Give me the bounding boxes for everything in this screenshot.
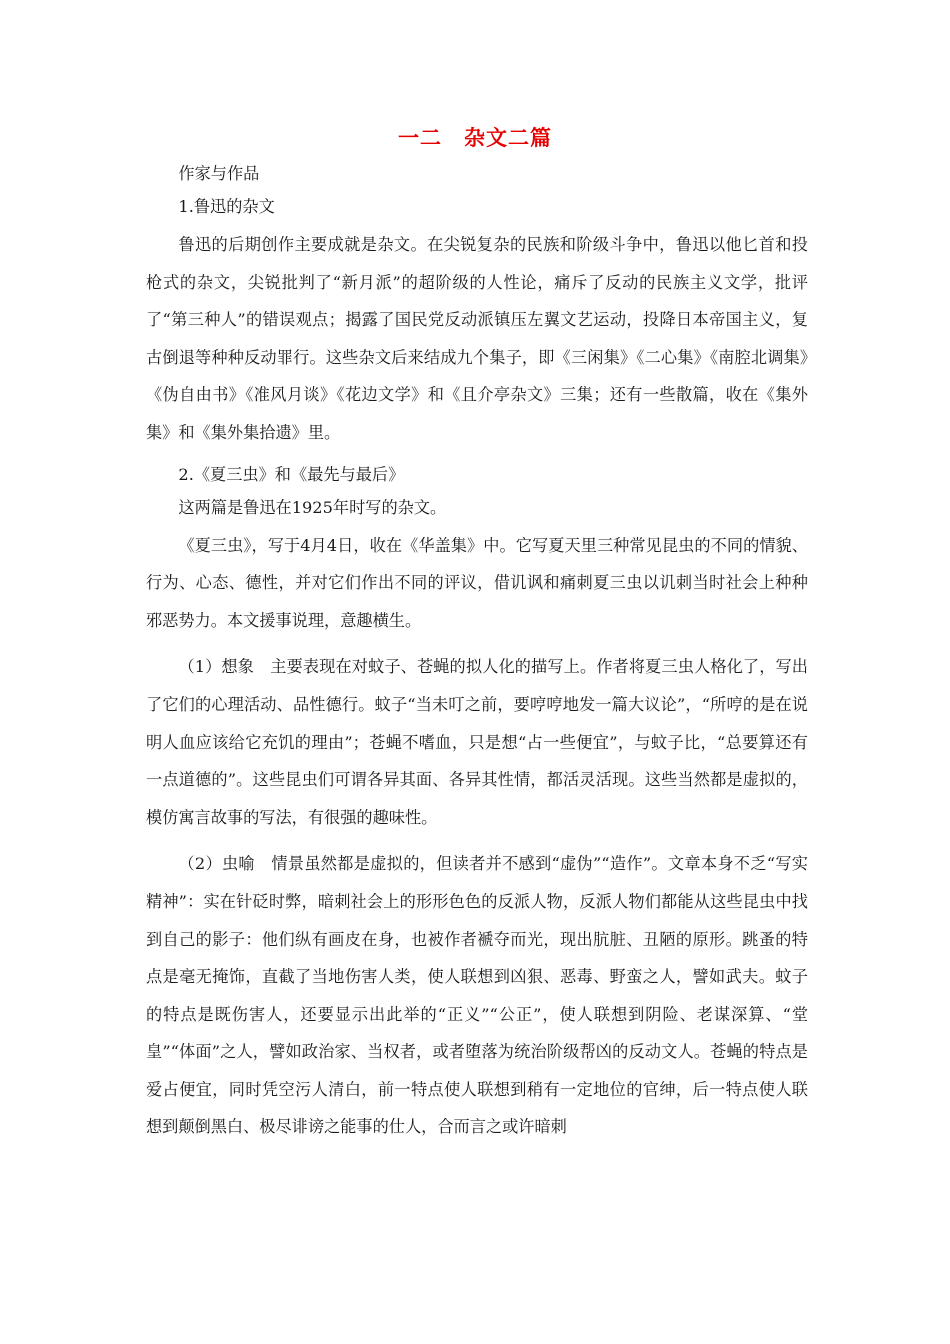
page-title: 一二 杂文二篇 — [398, 126, 552, 150]
paragraph-insect-metaphor: （2）虫喻 情景虽然都是虚拟的，但读者并不感到“虚伪”“造作”。文章本身不乏“写实精神”：实在针砭时弊，暗刺社会上的形形色色的反派人物，反派人物们都能从这些昆虫中找到自己的影子：他们纵有画皮在身，也被作者褫夺而光，现出肮脏、丑陋的原形。跳蚤的特点是毫无掩饰，直截了当地伤害人类，使人联想到凶狠、恶毒、野蛮之人，譬如武夫。蚊子的特点是既伤害人，还要显示出此举的“正义”“公正”，使人联想到阴险、老谋深算、“堂皇”“体面”之人，譬如政治家、当权者，或者堕落为统治阶级帮凶的反动文人。苍蝇的特点是爱占便宜，同时凭空污人清白，前一特点使人联想到稍有一定地位的官绅，后一特点使人联想到颠倒黑白、极尽诽谤之能事的仕人，合而言之或许暗刺 — [146, 854, 808, 1137]
section-heading: 作家与作品 — [178, 164, 260, 183]
document-body — [146, 160, 808, 1155]
sub-heading-two-essays: 2.《夏三虫》和《最先与最后》 — [178, 464, 405, 484]
paragraph-summer-insects: 《夏三虫》，写于4月4日，收在《华盖集》中。它写夏天里三种常见昆虫的不同的情貌、行为、心态、德性，并对它们作出不同的评议，借讥讽和痛刺夏三虫以讥刺当时社会上种种邪恶势力。本文援事说理，意趣横生。 — [146, 535, 808, 630]
paragraph-1925: 这两篇是鲁迅在1925年时写的杂文。 — [178, 497, 447, 517]
paragraph-imagination: （1）想象 主要表现在对蚊子、苍蝇的拟人化的描写上。作者将夏三虫人格化了，写出了它们的心理活动、品性德行。蚊子“当未叮之前，要哼哼地发一篇大议论”，“所哼的是在说明人血应该给它充饥的理由”；苍蝇不嗜血，只是想“占一些便宜”，与蚊子比，“总要算还有一点道德的”。这些昆虫们可谓各异其面、各异其性情，都活灵活现。这些当然都是虚拟的，模仿寓言故事的写法，有很强的趣味性。 — [146, 657, 808, 827]
paragraph-lu-xun-essays: 鲁迅的后期创作主要成就是杂文。在尖锐复杂的民族和阶级斗争中，鲁迅以他匕首和投枪式的杂文，尖锐批判了“新月派”的超阶级的人性论，痛斥了反动的民族主义文学，批评了“第三种人”的错误观点；揭露了国民党反动派镇压左翼文艺运动，投降日本帝国主义，复古倒退等种种反动罪行。这些杂文后来结成九个集子，即《三闲集》《二心集》《南腔北调集》《伪自由书》《准风月谈》《花边文学》和《且介亭杂文》三集；还有一些散篇，收在《集外集》和《集外集拾遗》里。 — [146, 235, 808, 442]
sub-heading-lu-xun-essays: 1.鲁迅的杂文 — [178, 197, 275, 216]
